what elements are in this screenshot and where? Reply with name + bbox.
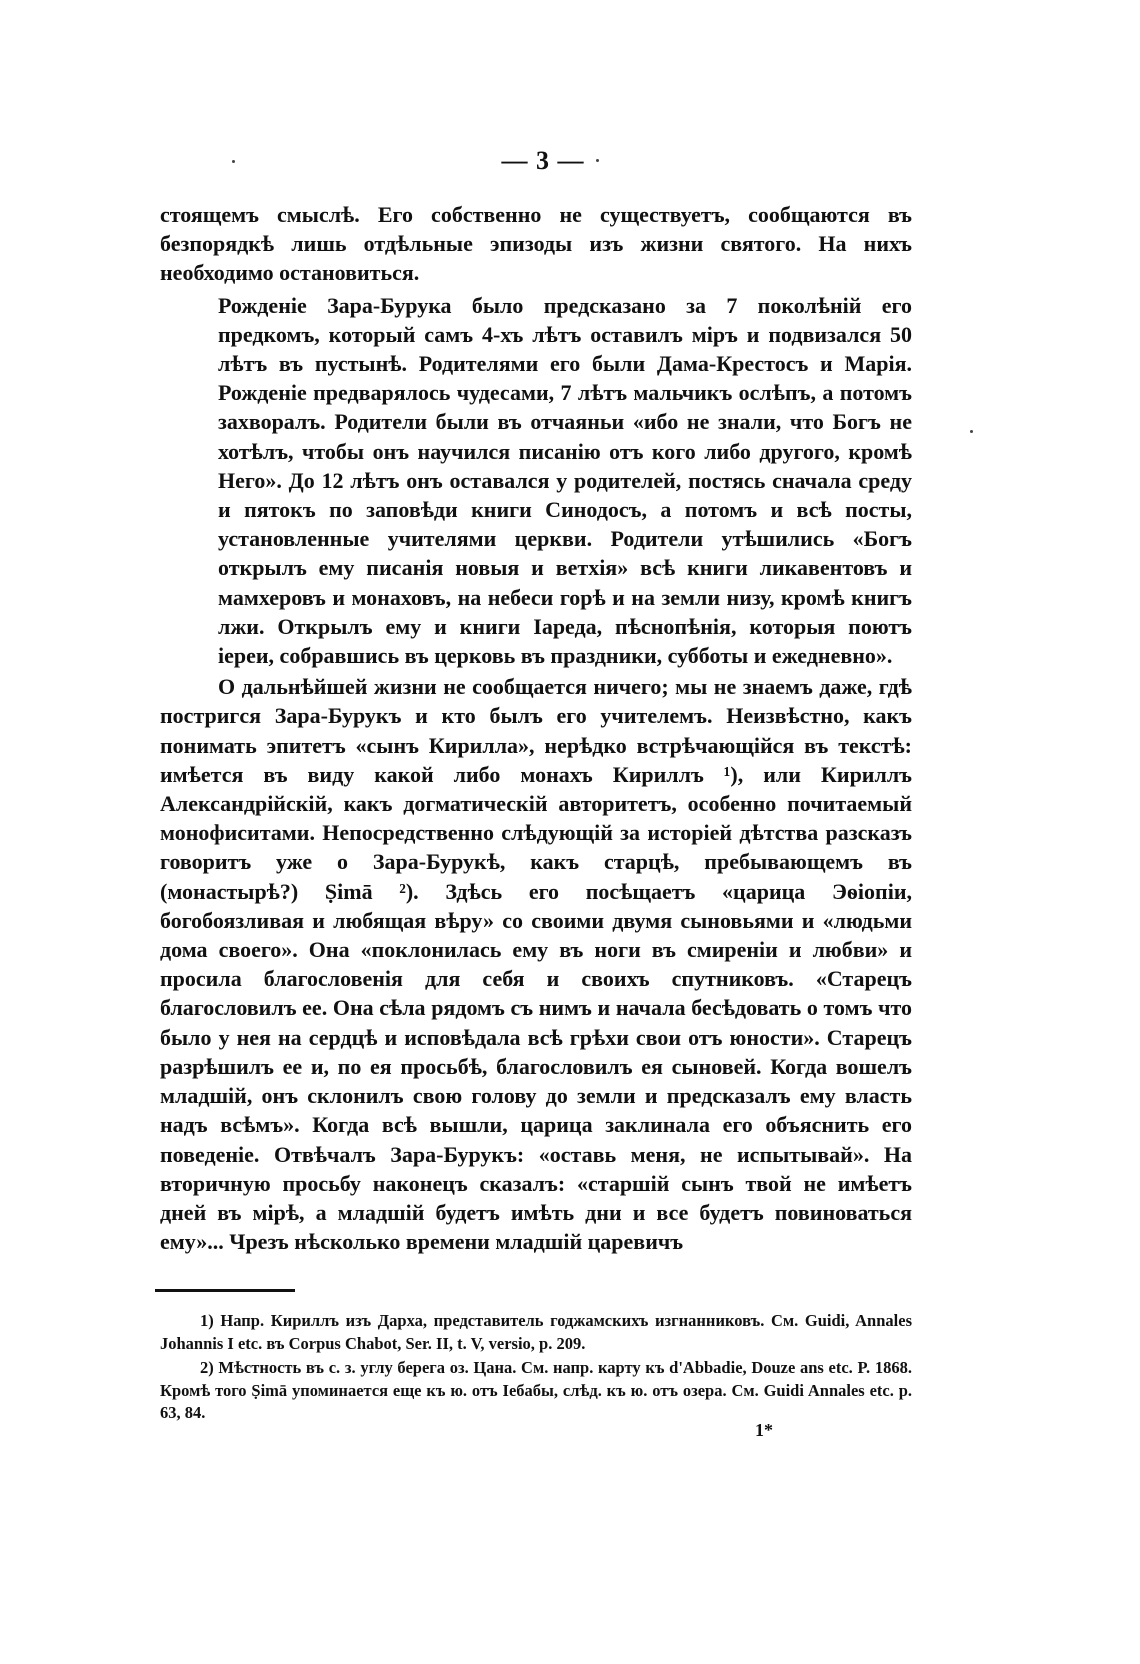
print-speck xyxy=(232,160,235,163)
footnote-2: 2) Мѣстность въ с. з. углу берега оз. Цана. См. напр. карту къ d'Abbadie, Douze ans etc. P. 1868. Кромѣ того Ṣimā упоминается еще къ ю. отъ Іебабы, слѣд. къ ю. отъ озера. См. Guidi Annales etc. p. 63, 84. xyxy=(160,1358,912,1423)
footnotes xyxy=(160,1310,912,1425)
paragraph-later-life: О дальнѣйшей жизни не сообщается ничего; мы не знаемъ даже, гдѣ постригся Зара-Бурукъ и кто былъ его учителемъ. Неизвѣстно, какъ понимать эпитетъ «сынъ Кирилла», нерѣдко встрѣчающійся въ текстѣ: имѣется въ виду какой либо монахъ Кириллъ ¹), или Кириллъ Александрійскій, какъ догматическій авторитетъ, особенно почитаемый монофиситами. Непосредственно слѣдующій за исторіей дѣтства разсказъ говоритъ уже о Зара-Бурукѣ, какъ старцѣ, пребывающемъ въ (монастырѣ?) Ṣimā ²). Здѣсь его посѣщаетъ «царица Эѳіопіи, богобоязливая и любящая вѣру» со своими двумя сыновьями и «людьми дома своего». Она «поклонилась ему въ ноги въ смиреніи и любви» и просила благословенія для себя и своихъ спутниковъ. «Старецъ благословилъ ее. Она сѣла рядомъ съ нимъ и начала бесѣдовать о томъ что было у нея на сердцѣ и исповѣдала всѣ грѣхи свои отъ юности». Старецъ разрѣшилъ ее и, по ея просьбѣ, благословилъ ея сыновей. Когда вошелъ младшій, онъ склонилъ свою голову до земли и предсказалъ ему власть надъ всѣмъ». Когда всѣ вышли, царица заклинала его объяснить его поведеніе. Отвѣчалъ Зара-Бурукъ: «оставь меня, не испытывай». На вторичную просьбу наконецъ сказалъ: «старшій сынъ твой не имѣетъ дней въ мірѣ, а младшій будетъ имѣть дни и все будетъ повиноваться ему»... Чрезъ нѣсколько времени младшій царевичъ xyxy=(160,674,912,1255)
body-text xyxy=(160,200,912,1256)
printer-signature-mark: 1* xyxy=(755,1420,773,1440)
footnote-1: 1) Напр. Кириллъ изъ Дарха, представитель годжамскихъ изгнанниковъ. См. Guidi, Annales Johannis I etc. въ Corpus Chabot, Ser. II, t. V, versio, p. 209. xyxy=(160,1311,912,1353)
print-speck xyxy=(596,159,599,162)
page-number: — 3 — xyxy=(501,146,585,175)
paragraph-continued: стоящемъ смыслѣ. Его собственно не существуетъ, сообщаются въ безпорядкѣ лишь отдѣльные эпизоды изъ жизни святого. На нихъ необходимо остановиться. xyxy=(160,202,912,286)
paragraph-birth: Рожденіе Зара-Бурука было предсказано за 7 поколѣній его предкомъ, который самъ 4-хъ лѣтъ оставилъ міръ и подвизался 50 лѣтъ въ пустынѣ. Родителями его были Дама-Крестосъ и Марія. Рожденіе предварялось чудесами, 7 лѣтъ мальчикъ ослѣпъ, а потомъ захворалъ. Родители были въ отчаяньи «ибо не знали, что Богъ не хотѣлъ, чтобы онъ научился писанію отъ кого либо другого, кромѣ Него». До 12 лѣтъ онъ оставался у родителей, постясь сначала среду и пятокъ по заповѣди книги Синодосъ, а потомъ и всѣ посты, установленные учителями церкви. Родители утѣшились «Богъ открылъ ему писанія новыя и ветхія» всѣ книги ликавентовъ и мамхеровъ и монаховъ, на небеси горѣ и на земли низу, кромѣ книгъ лжи. Открылъ ему и книги Іареда, пѣснопѣнія, которыя поютъ іереи, собравшись въ церковь въ праздники, субботы и ежедневно». xyxy=(218,292,912,669)
footnote-divider xyxy=(155,1289,295,1292)
print-speck xyxy=(970,430,973,433)
